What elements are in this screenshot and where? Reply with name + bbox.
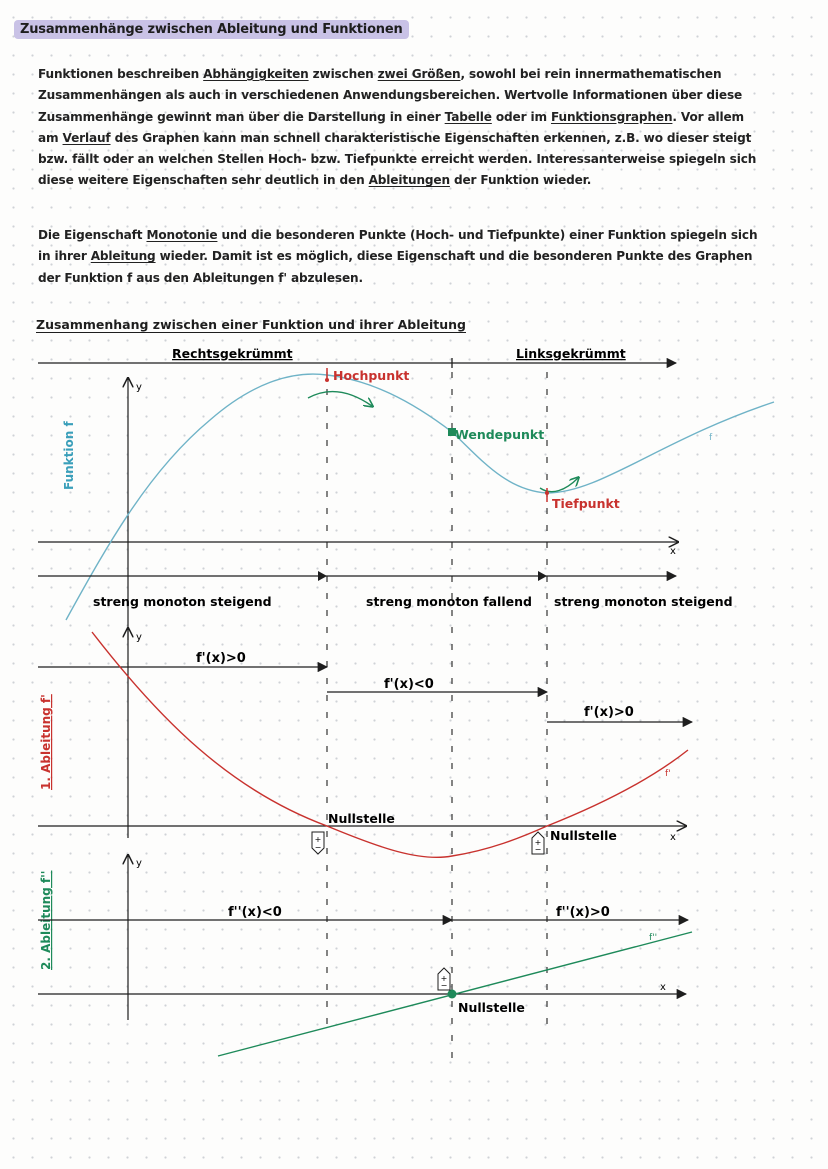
f1-negative-label: f'(x)<0 bbox=[384, 677, 434, 692]
x-axis-label-f: x bbox=[670, 546, 676, 557]
f1-positive-label-left: f'(x)>0 bbox=[196, 651, 246, 666]
curvature-arc-left bbox=[308, 392, 372, 406]
label-funktion-f: Funktion f bbox=[62, 421, 76, 490]
curve-f1-label: f' bbox=[665, 769, 671, 779]
sign-change-minus-plus bbox=[532, 832, 544, 854]
nullstelle-label-3: Nullstelle bbox=[458, 1000, 525, 1015]
text: Funktionen beschreiben bbox=[38, 67, 204, 81]
monotony-tick-1 bbox=[318, 571, 327, 581]
svg-text:−: − bbox=[314, 843, 322, 852]
f1-positive-label-right: f'(x)>0 bbox=[584, 705, 634, 720]
svg-text:+: + bbox=[534, 838, 542, 847]
text: und die besonderen Punkte (Hoch- und Tiefpunkte) einer Funktion spiegeln sich in ihrer bbox=[38, 228, 758, 264]
text: oder im bbox=[491, 109, 551, 124]
tiefpunkt-label: Tiefpunkt bbox=[552, 496, 620, 511]
label-ableitung-2: 2. Ableitung f'' bbox=[39, 870, 53, 970]
curve-f bbox=[66, 374, 774, 620]
hochpunkt-dot bbox=[325, 378, 329, 382]
text: des Graphen kann man schnell charakteristische Eigenschaften erkennen, z.B. wo dieser steigt bzw. fällt oder an welchen Stellen Hoch- bzw. Tiefpunkte erreicht werden. Interessanterweise spiegeln sich diese weitere Eigenschaften sehr deutlich in den bbox=[38, 130, 757, 188]
underlined-term: zwei Größen bbox=[377, 67, 461, 81]
text: der Funktion wieder. bbox=[449, 173, 592, 188]
x-axis-label-f2: x bbox=[660, 982, 666, 993]
underlined-term: Monotonie bbox=[146, 228, 218, 242]
underlined-term: Ableitung bbox=[90, 249, 156, 264]
page-title: Zusammenhänge zwischen Ableitung und Funktionen bbox=[14, 20, 409, 39]
section-title: Zusammenhang zwischen einer Funktion und ihrer Ableitung bbox=[36, 317, 466, 332]
monotony-label-left: streng monoton steigend bbox=[93, 594, 272, 609]
rechtsgekruemmt-label: Rechtsgekrümmt bbox=[172, 346, 293, 361]
underlined-term: Ableitungen bbox=[368, 173, 450, 188]
text: wieder. Damit ist es möglich, diese Eigenschaft und die besonderen Punkte des Graphen der Funktion f aus den Ableitungen f' abzulesen. bbox=[38, 249, 753, 285]
nullstelle-label-2: Nullstelle bbox=[550, 828, 617, 843]
underlined-term: Verlauf bbox=[62, 130, 111, 145]
sign-change-plus-minus-2 bbox=[438, 968, 450, 990]
y-axis-label-f: y bbox=[136, 382, 142, 393]
text: zwischen bbox=[308, 67, 378, 81]
f2-positive-label: f''(x)>0 bbox=[556, 905, 610, 920]
svg-text:−: − bbox=[534, 845, 542, 854]
sign-change-plus-minus-1 bbox=[312, 832, 324, 854]
tiefpunkt-dot bbox=[545, 491, 549, 495]
y-axis-label-f2: y bbox=[136, 858, 142, 869]
underlined-term: Tabelle bbox=[444, 109, 492, 124]
linksgekruemmt-label: Linksgekrümmt bbox=[516, 346, 626, 361]
svg-text:−: − bbox=[440, 981, 448, 990]
y-axis-label-f1: y bbox=[136, 632, 142, 643]
nullstelle-dot-f2 bbox=[448, 990, 457, 999]
f2-negative-label: f''(x)<0 bbox=[228, 905, 282, 920]
hochpunkt-label: Hochpunkt bbox=[333, 368, 410, 383]
text: Die Eigenschaft bbox=[38, 228, 147, 242]
text: , sowohl bei rein innermathematischen Zusammenhängen als auch in verschiedenen Anwendungsbereichen. Wertvolle Informationen über diese Zusammenhänge gewinnt man über die Darstellung in einer bbox=[38, 67, 743, 124]
curve-f2-label: f'' bbox=[649, 933, 658, 943]
underlined-term: Funktionsgraphen bbox=[550, 109, 673, 124]
text: . Vor allem am bbox=[38, 109, 745, 145]
wendepunkt-label: Wendepunkt bbox=[455, 427, 545, 442]
monotony-tick-2 bbox=[538, 571, 547, 581]
svg-text:+: + bbox=[314, 835, 322, 844]
x-axis-label-f1: x bbox=[670, 832, 676, 843]
underlined-term: Abhängigkeiten bbox=[203, 67, 309, 81]
curve-f-label: f bbox=[709, 433, 713, 443]
svg-text:+: + bbox=[440, 974, 448, 983]
monotony-label-middle: streng monoton fallend bbox=[366, 594, 532, 609]
nullstelle-label-1: Nullstelle bbox=[328, 811, 395, 826]
monotony-label-right: streng monoton steigend bbox=[554, 594, 733, 609]
label-ableitung-1: 1. Ableitung f' bbox=[39, 694, 53, 790]
